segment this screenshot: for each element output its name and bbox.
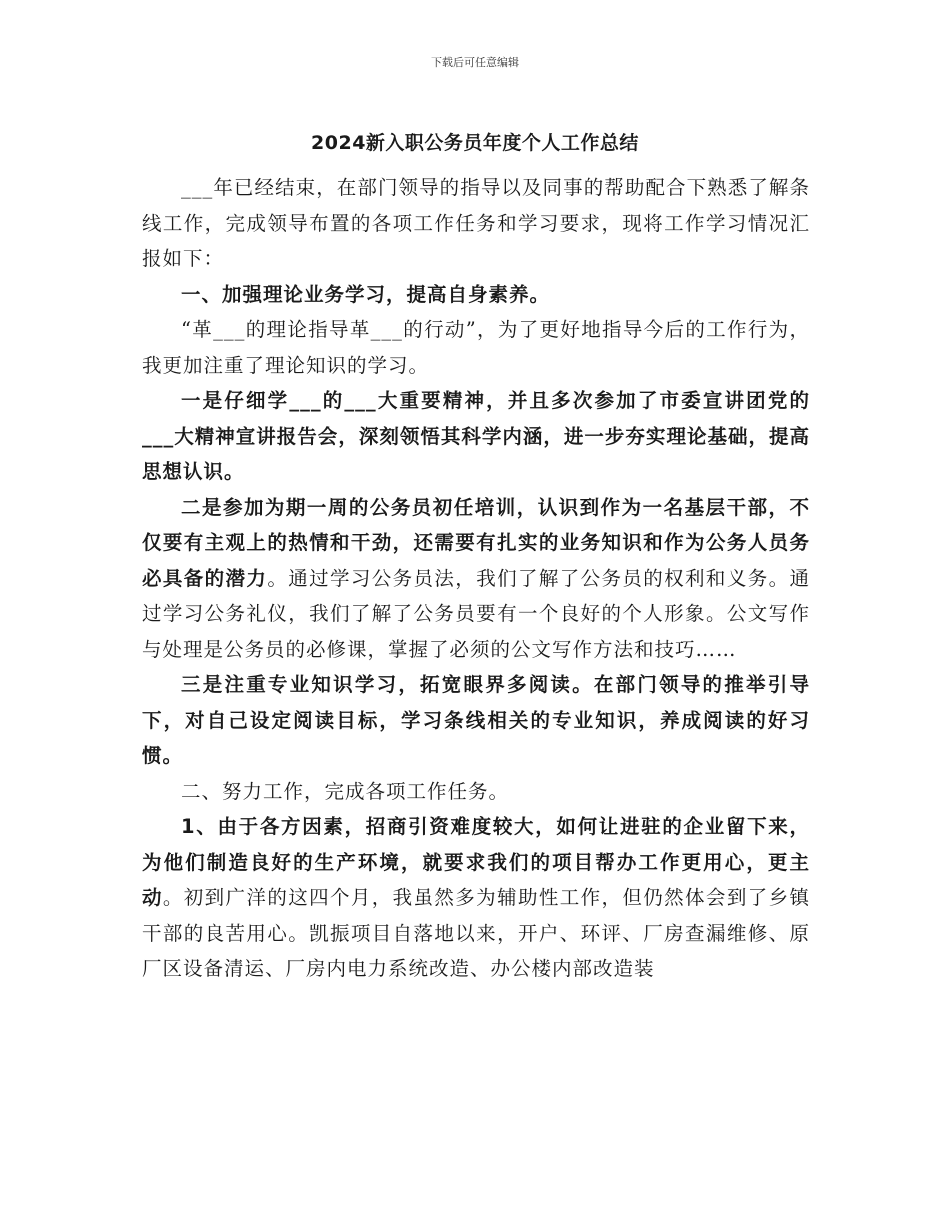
heading-section-1: 一、加强理论业务学习，提高自身素养。 — [181, 282, 551, 306]
document-title: 2024新入职公务员年度个人工作总结 — [311, 132, 639, 154]
document-body — [142, 170, 810, 987]
paragraph-item-1 — [142, 809, 810, 987]
paragraph-item-1-regular: 。初到广洋的这四个月，我虽然多为辅助性工作，但仍然体会到了乡镇干部的良苦用心。凯振项目自落地以来，开户、环评、厂房查漏维修、原厂区设备清运、厂房内电力系统改造、办公楼内部改造装 — [142, 886, 810, 980]
paragraph-item-1-bold: 1、由于各方因素，招商引资难度较大，如何让进驻的企业留下来，为他们制造良好的生产环境，就要求我们的项目帮办工作更用心，更主动 — [142, 815, 810, 909]
header-note: 下载后可任意编辑 — [431, 56, 519, 69]
paragraph-point-1: 一是仔细学___的___大重要精神，并且多次参加了市委宣讲团党的___大精神宣讲报告会，深刻领悟其科学内涵，进一步夯实理论基础，提高思想认识。 — [142, 389, 810, 483]
paragraph-point-2-bold: 二是参加为期一周的公务员初任培训，认识到作为一名基层干部，不仅要有主观上的热情和干劲，还需要有扎实的业务知识和作为公务人员务必具备的潜力 — [142, 495, 810, 590]
paragraph-point-2 — [142, 490, 810, 668]
paragraph-intro: ___年已经结束，在部门领导的指导以及同事的帮助配合下熟悉了解条线工作，完成领导布置的各项工作任务和学习要求，现将工作学习情况汇报如下： — [142, 176, 810, 270]
paragraph-point-3: 三是注重专业知识学习，拓宽眼界多阅读。在部门领导的推举引导下，对自己设定阅读目标，学习条线相关的专业知识，养成阅读的好习惯。 — [142, 673, 810, 767]
paragraph-theory: “革___的理论指导革___的行动”，为了更好地指导今后的工作行为，我更加注重了理论知识的学习。 — [142, 318, 810, 377]
paragraph-point-2-regular: 。通过学习公务员法，我们了解了公务员的权利和义务。通过学习公务礼仪，我们了解了公务员要有一个良好的个人形象。公文写作与处理是公务员的必修课，掌握了必须的公文写作方法和技巧…… — [142, 566, 810, 661]
heading-section-2: 二、努力工作，完成各项工作任务。 — [181, 779, 510, 803]
